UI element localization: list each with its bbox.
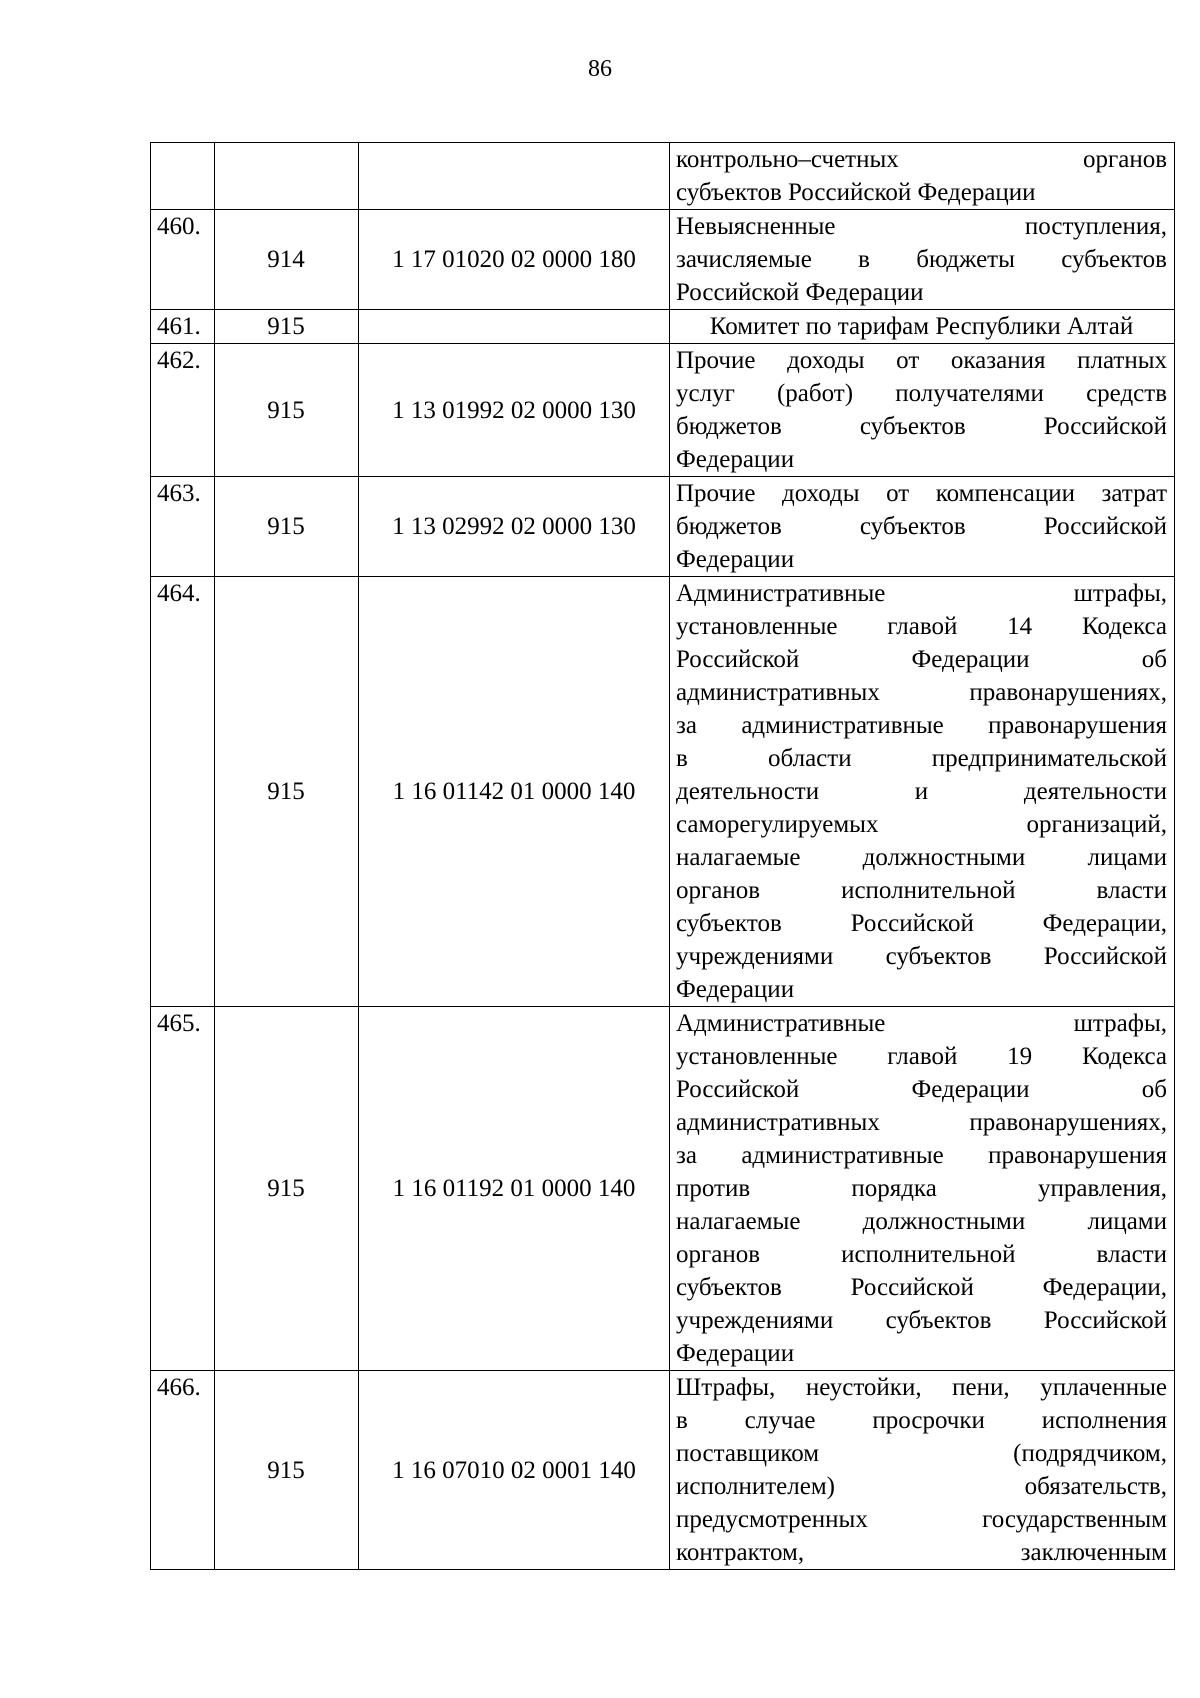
description-line: Прочие доходы от оказания платных — [676, 347, 1167, 374]
table-row — [151, 1007, 1175, 1371]
page-number: 86 — [588, 56, 612, 82]
description-line: учреждениями субъектов Российской — [676, 1307, 1167, 1334]
description-line: бюджетов субъектов Российской — [676, 513, 1167, 540]
description-line: поставщиком (подрядчиком, — [676, 1440, 1167, 1467]
description-line: субъектов Российской Федерации — [676, 179, 1036, 206]
description-line: Российской Федерации об — [676, 1076, 1167, 1103]
budget-code-cell — [359, 310, 670, 344]
description-line: против порядка управления, — [676, 1175, 1167, 1202]
description-line: бюджетов субъектов Российской — [676, 413, 1167, 440]
budget-code-cell: 1 13 02992 02 0000 130 — [359, 477, 670, 577]
description-line: в области предпринимательской — [676, 745, 1167, 772]
description-line: субъектов Российской Федерации, — [676, 1274, 1167, 1301]
table-row — [151, 143, 1175, 210]
budget-code-cell: 1 17 01020 02 0000 180 — [359, 210, 670, 310]
description-cell — [670, 477, 1175, 577]
description-line: Федерации — [676, 546, 795, 573]
description-line: налагаемые должностными лицами — [676, 1208, 1167, 1235]
row-number-cell: 464. — [151, 577, 215, 1007]
row-number-cell: 463. — [151, 477, 215, 577]
description-cell — [670, 1371, 1175, 1570]
admin-code-cell: 914 — [215, 210, 359, 310]
description-line: Административные штрафы, — [676, 580, 1167, 607]
description-line: органов исполнительной власти — [676, 877, 1167, 904]
description-line: Прочие доходы от компенсации затрат — [676, 480, 1167, 507]
description-line: исполнителем) обязательств, — [676, 1473, 1167, 1500]
row-number-cell: 465. — [151, 1007, 215, 1371]
table-row — [151, 577, 1175, 1007]
row-number-cell: 461. — [151, 310, 215, 344]
description-line: зачисляемые в бюджеты субъектов — [676, 246, 1167, 273]
admin-code-cell: 915 — [215, 1007, 359, 1371]
table-body — [151, 143, 1175, 1570]
description-cell — [670, 344, 1175, 477]
description-line: Федерации — [676, 976, 795, 1003]
table-row — [151, 477, 1175, 577]
description-cell — [670, 210, 1175, 310]
description-line: Федерации — [676, 1340, 795, 1367]
description-cell — [670, 310, 1175, 344]
table-row — [151, 1371, 1175, 1570]
budget-code-cell: 1 13 01992 02 0000 130 — [359, 344, 670, 477]
row-number-cell: 462. — [151, 344, 215, 477]
row-number-cell — [151, 143, 215, 210]
admin-code-cell: 915 — [215, 477, 359, 577]
table-row — [151, 210, 1175, 310]
description-line: Административные штрафы, — [676, 1010, 1167, 1037]
description-line: установленные главой 19 Кодекса — [676, 1043, 1167, 1070]
budget-code-cell: 1 16 01142 01 0000 140 — [359, 577, 670, 1007]
description-line: учреждениями субъектов Российской — [676, 943, 1167, 970]
description-cell — [670, 1007, 1175, 1371]
description-line: Невыясненные поступления, — [676, 213, 1167, 240]
description-line: услуг (работ) получателями средств — [676, 380, 1167, 407]
description-line: Российской Федерации об — [676, 646, 1167, 673]
admin-code-cell: 915 — [215, 344, 359, 477]
description-cell — [670, 577, 1175, 1007]
budget-code-cell: 1 16 01192 01 0000 140 — [359, 1007, 670, 1371]
budget-codes-table — [150, 142, 1175, 1570]
row-number-cell: 460. — [151, 210, 215, 310]
description-line: административных правонарушениях, — [676, 679, 1167, 706]
description-line: в случае просрочки исполнения — [676, 1407, 1167, 1434]
description-line: Комитет по тарифам Республики Алтай — [709, 313, 1134, 340]
admin-code-cell: 915 — [215, 1371, 359, 1570]
table-row — [151, 344, 1175, 477]
description-line: налагаемые должностными лицами — [676, 844, 1167, 871]
description-line: деятельности и деятельности — [676, 778, 1167, 805]
description-line: саморегулируемых организаций, — [676, 811, 1167, 838]
description-line: установленные главой 14 Кодекса — [676, 613, 1167, 640]
admin-code-cell: 915 — [215, 577, 359, 1007]
description-line: контрактом, заключенным — [676, 1539, 1167, 1566]
description-line: контрольно–счетных органов — [676, 146, 1167, 173]
budget-code-cell — [359, 143, 670, 210]
admin-code-cell: 915 — [215, 310, 359, 344]
description-line: административных правонарушениях, — [676, 1109, 1167, 1136]
description-line: за административные правонарушения — [676, 712, 1167, 739]
description-cell — [670, 143, 1175, 210]
description-line: Штрафы, неустойки, пени, уплаченные — [676, 1374, 1167, 1401]
description-line: Российской Федерации — [676, 279, 924, 306]
budget-code-cell: 1 16 07010 02 0001 140 — [359, 1371, 670, 1570]
description-line: субъектов Российской Федерации, — [676, 910, 1167, 937]
description-line: Федерации — [676, 446, 795, 473]
description-line: органов исполнительной власти — [676, 1241, 1167, 1268]
description-line: за административные правонарушения — [676, 1142, 1167, 1169]
table-row — [151, 310, 1175, 344]
description-line: предусмотренных государственным — [676, 1506, 1167, 1533]
admin-code-cell — [215, 143, 359, 210]
row-number-cell: 466. — [151, 1371, 215, 1570]
